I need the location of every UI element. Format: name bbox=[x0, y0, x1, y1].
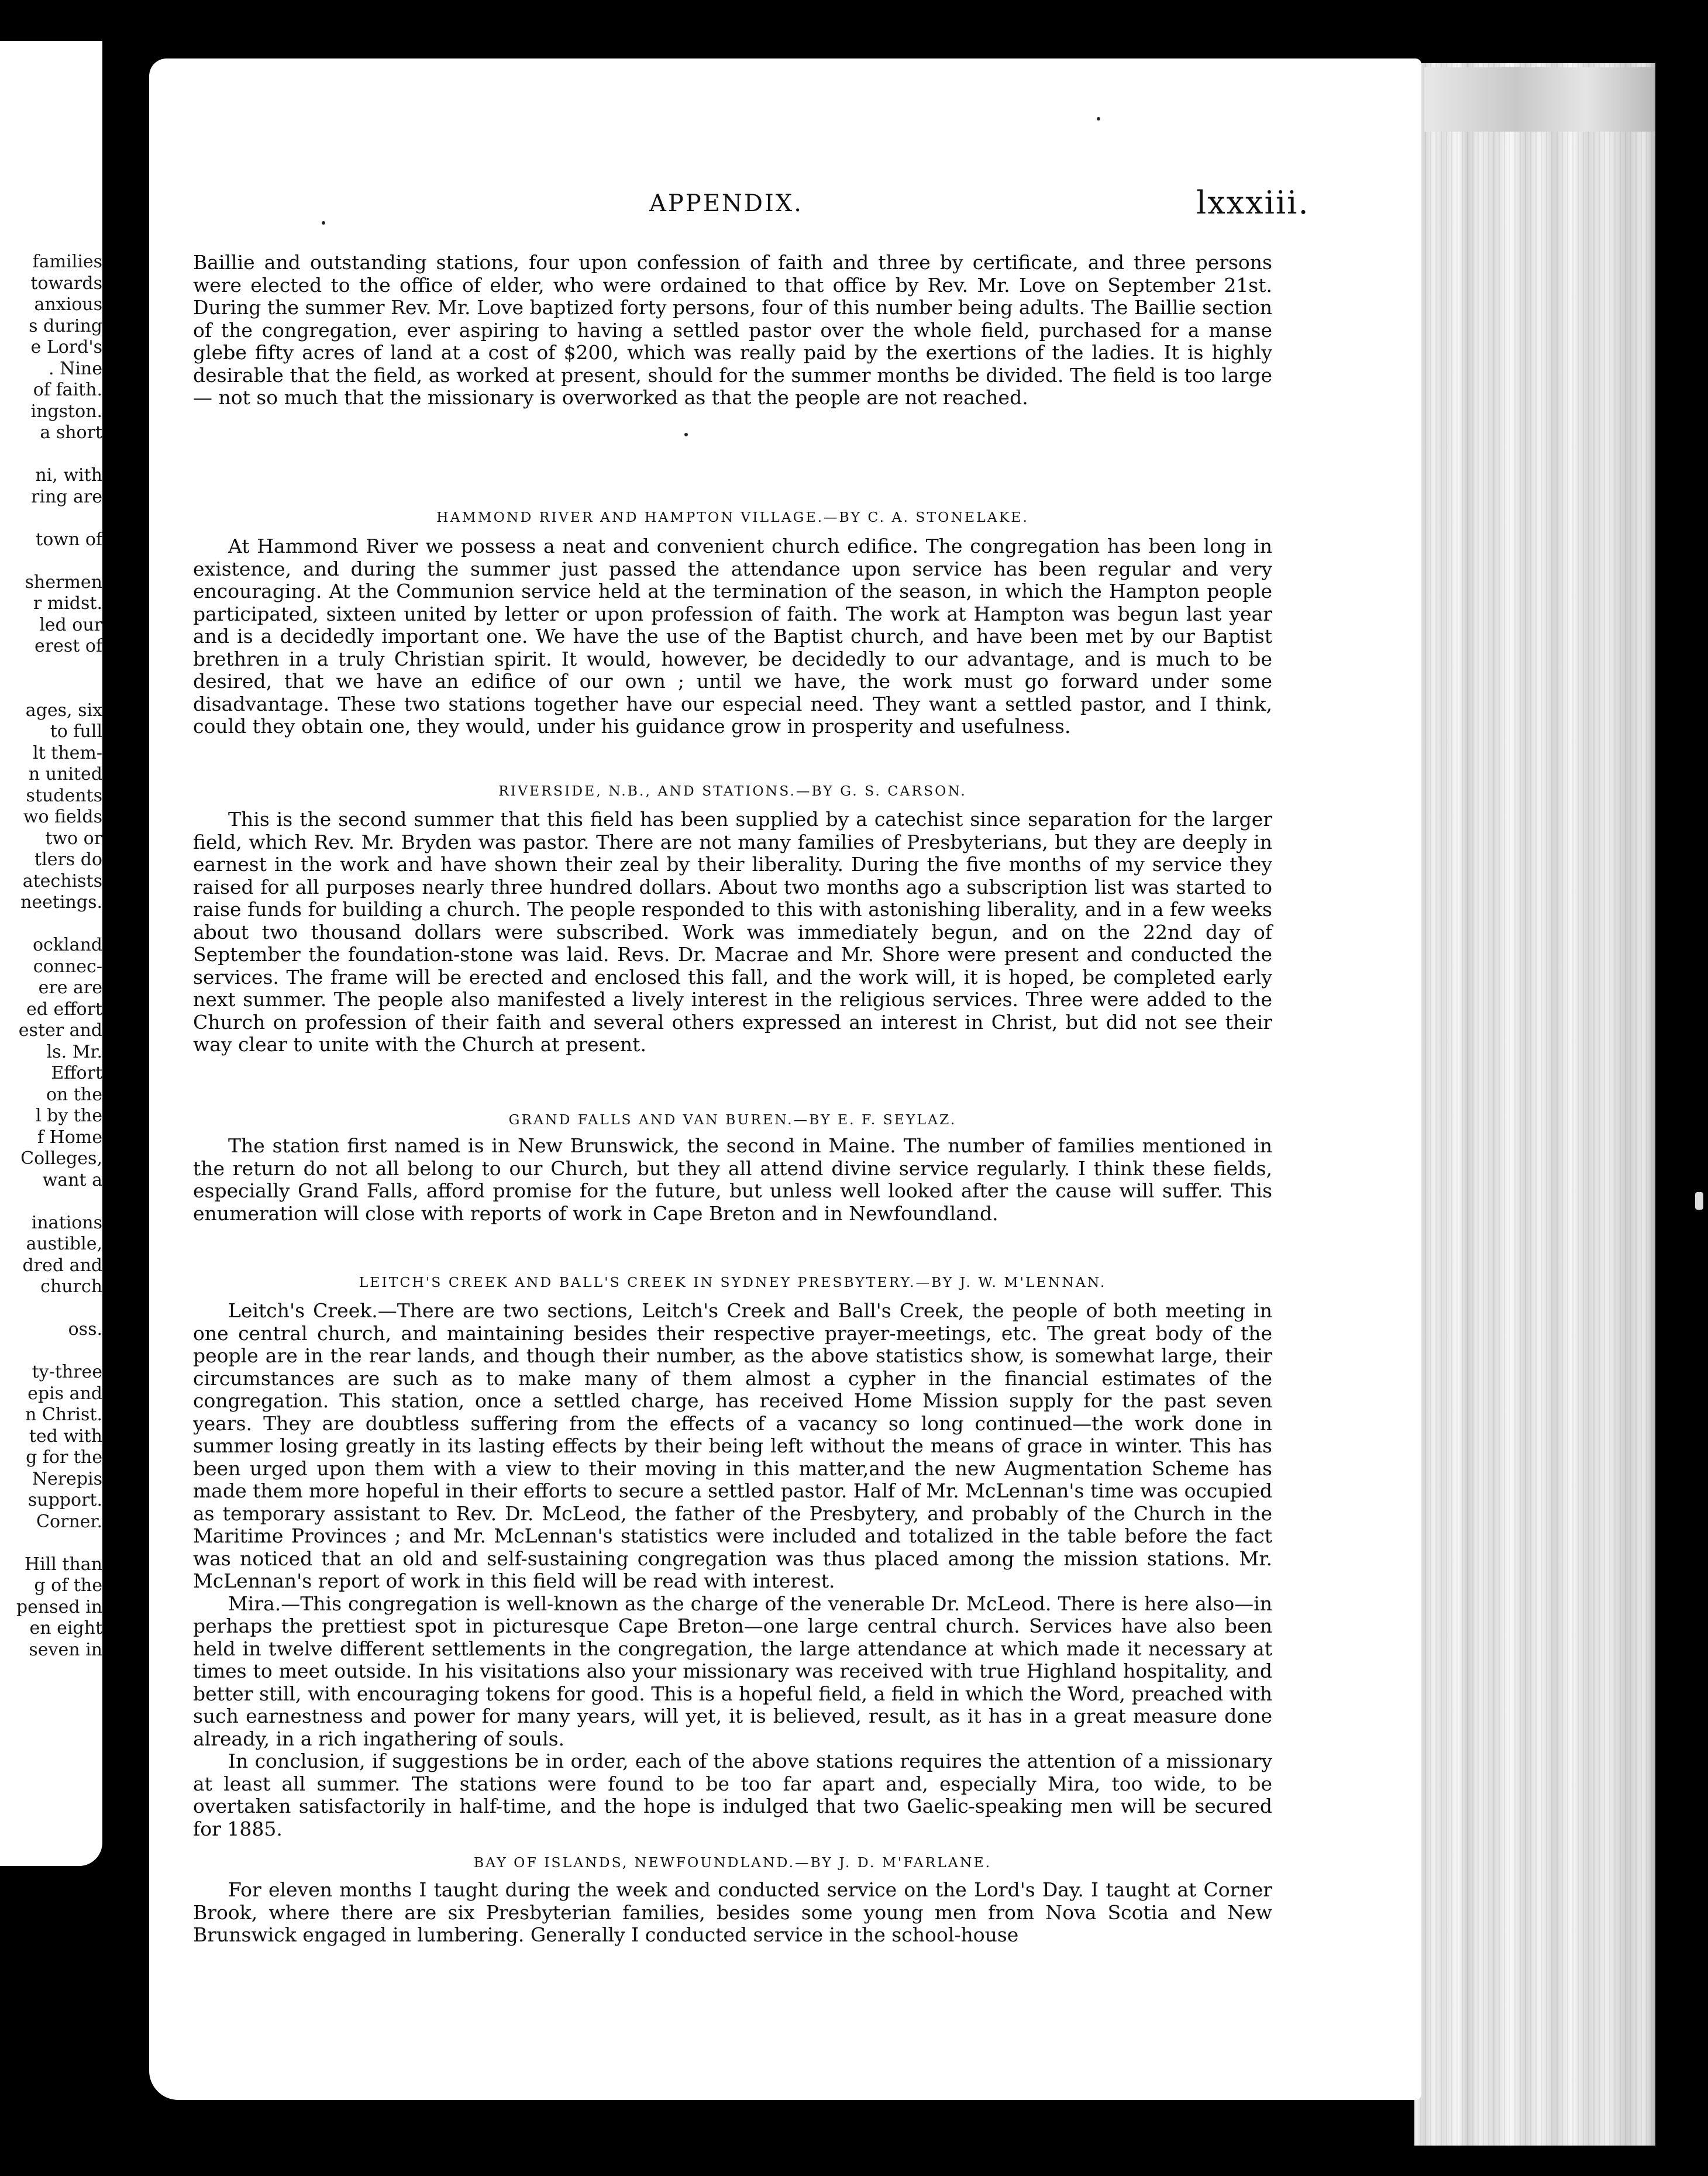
left-page-line: l by the bbox=[36, 1106, 102, 1126]
left-page-line: neetings. bbox=[20, 892, 102, 913]
left-page-line: Nerepis bbox=[32, 1468, 102, 1489]
page-stack-shading bbox=[1414, 63, 1655, 2146]
left-page-line: oss. bbox=[68, 1319, 102, 1340]
left-page-line: town of bbox=[36, 529, 102, 550]
left-page-line: wo fields bbox=[23, 807, 102, 827]
page-number: lxxxiii. bbox=[1196, 184, 1310, 221]
left-page-line: towards bbox=[30, 273, 102, 294]
left-page-line: a short bbox=[40, 422, 102, 443]
left-page-line: led our bbox=[39, 614, 102, 635]
left-page-line: ingston. bbox=[30, 401, 102, 422]
page-edge-mark bbox=[1695, 1192, 1703, 1210]
left-page-line: families bbox=[32, 252, 102, 272]
left-page-line: inations bbox=[31, 1212, 102, 1233]
section-body-hammond bbox=[193, 535, 1272, 738]
left-page-line: Colleges, bbox=[20, 1148, 102, 1169]
left-page-line: g of the bbox=[34, 1575, 102, 1596]
section-body-riverside bbox=[193, 808, 1272, 1056]
left-page-line: epis and bbox=[27, 1383, 102, 1404]
left-page-line: en eight bbox=[29, 1618, 102, 1638]
left-page-line: n Christ. bbox=[25, 1404, 102, 1425]
left-page-line: two or bbox=[45, 828, 102, 849]
left-page-line: anxious bbox=[34, 294, 102, 315]
left-page-line: ere are bbox=[38, 977, 102, 998]
left-page-line: want a bbox=[42, 1169, 102, 1190]
left-page-line: church bbox=[40, 1276, 102, 1297]
left-page-line: ted with bbox=[29, 1426, 102, 1447]
left-page-line: lt them- bbox=[33, 742, 102, 763]
left-page-line: support. bbox=[27, 1490, 102, 1510]
left-page-line: ty-three bbox=[32, 1362, 102, 1382]
left-page-line: atechists bbox=[22, 870, 102, 891]
page-stack-top bbox=[1424, 67, 1655, 132]
left-page-fragment bbox=[0, 41, 102, 1866]
left-page-line: on the bbox=[46, 1084, 102, 1105]
left-page-line: Effort bbox=[51, 1063, 102, 1083]
paragraph: In conclusion, if suggestions be in order, each of the above stations requires the attention of a missionary at least all summer. The stations were found to be too far apart and, especially Mira, too wide, to be overtaken satisfactorily in half-time, and the hope is indulged that two Gaelic-speaking men will be secured for 1885. bbox=[193, 1750, 1272, 1840]
section-heading-riverside: RIVERSIDE, N.B., AND STATIONS.—BY G. S. CARSON. bbox=[498, 783, 967, 799]
left-page-line: connec- bbox=[33, 956, 102, 977]
paragraph: At Hammond River we possess a neat and convenient church edifice. The congregation has been long in existence, and during the summer just passed the attendance upon service has been regular and very encouraging. At the Communion service held at the termination of the season, in which the Hampton people participated, sixteen united by letter or upon profession of faith. The work at Hampton was begun last year and is a decidedly important one. We have the use of the Baptist church, and have been met by our Baptist brethren in a truly Christian spirit. It would, however, be decidedly to our advantage, and is much to be desired, that we have an edifice of our own ; until we have, the work must go forward under some disadvantage. These two stations together have our especial need. They want a settled pastor, and I think, could they obtain one, they would, under his guidance grow in prosperity and usefulness. bbox=[193, 535, 1272, 738]
left-page-line: ring are bbox=[31, 486, 102, 507]
left-page-line: shermen bbox=[25, 571, 102, 593]
paragraph: For eleven months I taught during the week and conducted service on the Lord's Day. I taught at Corner Brook, where there are six Presbyterian families, besides some young men from Nova Scotia and New Brunswick engaged in lumbering. Generally I conducted service in the school-house bbox=[193, 1878, 1272, 1946]
left-page-line: . Nine bbox=[49, 358, 102, 379]
paragraph: The station first named is in New Brunswick, the second in Maine. The number of families mentioned in the return do not all belong to our Church, but they all attend divine service regularly. I think these fields, especially Grand Falls, afford promise for the future, but unless well looked after the cause will suffer. This enumeration will close with reports of work in Cape Breton and in Newfoundland. bbox=[193, 1134, 1272, 1225]
left-page-line: to full bbox=[50, 721, 102, 742]
paragraph: This is the second summer that this field has been supplied by a catechist since separation for the larger field, which Rev. Mr. Bryden was pastor. There are not many families of Presbyterians, but they are deeply in earnest in the work and have shown their zeal by their liberality. During the five months of my service they raised for all purposes nearly three hundred dollars. About two months ago a subscription list was started to raise funds for building a church. The people responded to this with astonishing liberality, and in a few weeks about two thousand dollars were subscribed. Work was immediately begun, and on the 22nd day of September the foundation-stone was laid. Revs. Dr. Macrae and Mr. Shore were present and conducted the services. The frame will be erected and enclosed this fall, and the work will, it is hoped, be completed early next summer. The people also manifested a lively interest in the religious services. Three were added to the Church on profession of their faith and several others expressed an interest in Christ, but did not see their way clear to unite with the Church at present. bbox=[193, 808, 1272, 1056]
left-page-line: students bbox=[26, 785, 102, 806]
section-heading-grand-falls: GRAND FALLS AND VAN BUREN.—BY E. F. SEYLAZ. bbox=[508, 1111, 957, 1128]
section-heading-leitchs-creek: LEITCH'S CREEK AND BALL'S CREEK IN SYDNEY PRESBYTERY.—BY J. W. M'LENNAN. bbox=[359, 1274, 1107, 1290]
left-page-line: pensed in bbox=[16, 1596, 102, 1617]
left-page-line: s during bbox=[29, 315, 102, 336]
left-page-line: dred and bbox=[22, 1255, 102, 1276]
left-page-line: ed effort bbox=[26, 999, 102, 1020]
left-page-line: erest of bbox=[34, 636, 102, 656]
print-speck bbox=[1097, 117, 1100, 120]
left-page-line: ni, with bbox=[35, 465, 102, 486]
left-page-line: of faith. bbox=[33, 380, 102, 400]
section-body-bay-of-islands bbox=[193, 1879, 1272, 1947]
section-heading-bay-of-islands: BAY OF ISLANDS, NEWFOUNDLAND.—BY J. D. M'FARLANE. bbox=[473, 1854, 992, 1871]
left-page-line: Corner. bbox=[36, 1511, 102, 1532]
section-body-leitchs-creek bbox=[193, 1300, 1272, 1840]
section-heading-hammond: HAMMOND RIVER AND HAMPTON VILLAGE.—BY C. A. STONELAKE. bbox=[436, 509, 1029, 525]
section-body-grand-falls bbox=[193, 1135, 1272, 1225]
paragraph: Leitch's Creek.—There are two sections, Leitch's Creek and Ball's Creek, the people of both meeting in one central church, and maintaining besides their respective prayer-meetings, etc. The great body of the people are in the rear lands, and though their number, as the above statistics show, is somewhat large, their circumstances are such as to make many of them almost a cypher in the financial estimates of the congregation. This station, once a settled charge, has received Home Mission supply for the past seven years. They are doubtless suffering from the effects of a vacancy so long continued—the work done in summer losing greatly in its lasting effects by their being left without the means of grace in winter. This has been urged upon them with a view to their moving in this matter,and the new Augmentation Scheme has made them more hopeful in their efforts to secure a settled pastor. Half of Mr. McLennan's time was occupied as temporary assistant to Rev. Dr. McLeod, the father of the Presbytery, and probably of the Church in the Maritime Provinces ; and Mr. McLennan's statistics were included and totalized in the table before the fact was noticed that an old and self-sustaining congregation was thus placed among the mission stations. Mr. McLennan's report of work in this field will be read with interest. bbox=[193, 1299, 1272, 1592]
left-page-line: ls. Mr. bbox=[46, 1041, 102, 1062]
opening-paragraph: Baillie and outstanding stations, four upon confession of faith and three by certificate, and three persons were elected to the office of elder, who were ordained to that office by Rev. Mr. Love on September 21st. During the summer Rev. Mr. Love baptized forty persons, four of this number being adults. The Baillie section of the congregation, ever aspiring to having a settled pastor over the whole field, purchased for a manse glebe fifty acres of land at a cost of $200, which was really paid by the exertions of the ladies. It is highly desirable that the field, as worked at present, should for the summer months be divided. The field is too large— not so much that the missionary is overworked as that the people are not reached. bbox=[193, 251, 1272, 409]
left-page-line: tlers do bbox=[35, 849, 102, 870]
left-page-line: r midst. bbox=[33, 593, 102, 614]
left-page-line: seven in bbox=[29, 1639, 102, 1660]
print-speck bbox=[322, 221, 325, 225]
print-speck bbox=[684, 433, 688, 436]
left-page-line: f Home bbox=[37, 1127, 102, 1148]
left-page-line: e Lord's bbox=[30, 337, 102, 357]
left-page-line: n united bbox=[28, 764, 102, 784]
left-page-line: ester and bbox=[18, 1020, 102, 1041]
page-title: APPENDIX. bbox=[649, 190, 803, 217]
left-page-line: ages, six bbox=[25, 700, 102, 721]
left-page-line: Hill than bbox=[24, 1554, 102, 1575]
left-page-line: austible, bbox=[26, 1234, 102, 1254]
book-page bbox=[149, 58, 1421, 2100]
left-page-line: g for the bbox=[26, 1447, 102, 1468]
paragraph: Mira.—This congregation is well-known as the charge of the venerable Dr. McLeod. There is here also—in perhaps the prettiest spot in picturesque Cape Breton—one large central church. Services have also been held in twelve different settlements in the congregation, the large attendance at which made it necessary at times to meet outside. In his visitations also your missionary was received with true Highland hospitality, and better still, with encouraging tokens for good. This is a hopeful field, a field in which the Word, preached with such earnestness and power for many years, will yet, it is believed, result, as it has in a great measure done already, in a rich ingathering of souls. bbox=[193, 1592, 1272, 1750]
opening-paragraph-block bbox=[193, 252, 1272, 409]
left-page-line: ockland bbox=[32, 935, 102, 955]
